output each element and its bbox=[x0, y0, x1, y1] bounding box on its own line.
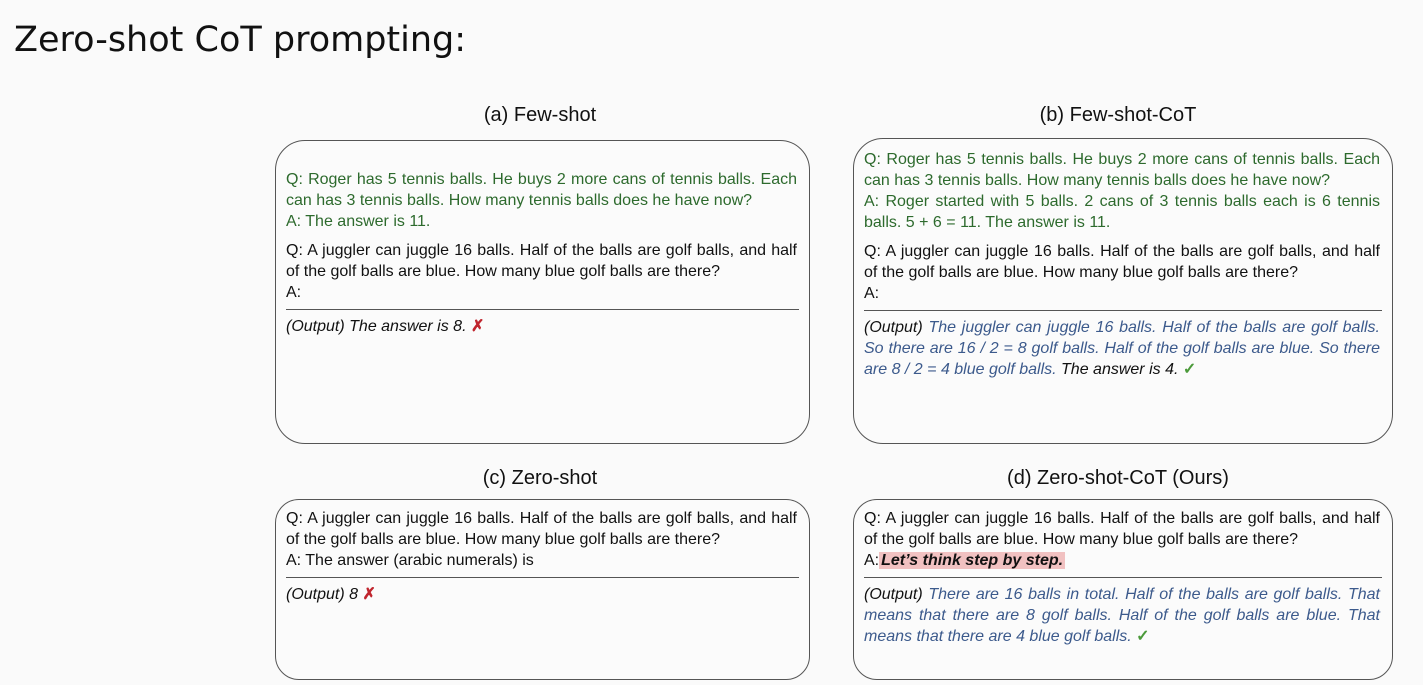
panel-c-answer-prompt: A: The answer (arabic numerals) is bbox=[286, 552, 534, 569]
panel-b-output bbox=[864, 317, 1380, 380]
panel-c-box bbox=[275, 499, 810, 680]
panel-c-output bbox=[286, 584, 797, 605]
panel-d-divider bbox=[864, 577, 1382, 578]
panel-b-title: (b) Few-shot-CoT bbox=[1039, 104, 1197, 126]
panel-b-output-reasoning: The juggler can juggle 16 balls. Half of the balls are golf balls. So there are 16 / 2 = 8 golf balls. Half of the golf balls are blue. So there are 8 / 2 = 4 blue golf balls. bbox=[864, 319, 1381, 378]
panel-a-title: (a) Few-shot bbox=[483, 104, 597, 126]
panel-b-output-answer: The answer is 4. bbox=[1061, 361, 1179, 378]
panel-d-question: Q: A juggler can juggle 16 balls. Half of the balls are golf balls, and half of the golf balls are blue. How many blue golf balls are there? bbox=[864, 510, 1380, 548]
panel-b-example-question: Q: Roger has 5 tennis balls. He buys 2 more cans of tennis balls. Each can has 3 tennis balls. How many tennis balls does he have now? bbox=[864, 151, 1380, 189]
panel-d-title: (d) Zero-shot-CoT (Ours) bbox=[1007, 467, 1229, 489]
panel-a-example-question: Q: Roger has 5 tennis balls. He buys 2 more cans of tennis balls. Each can has 3 tennis balls. How many tennis balls does he have now? bbox=[286, 171, 797, 209]
panel-a-output bbox=[286, 316, 797, 337]
panel-d-output-reasoning: There are 16 balls in total. Half of the balls are golf balls. That means that there are 8 golf balls. Half of the golf balls are blue. That means that there are 4 blue golf balls. bbox=[864, 586, 1380, 645]
panel-b-example-answer: A: Roger started with 5 balls. 2 cans of 3 tennis balls each is 6 tennis balls. 5 + 6 = 11. The answer is 11. bbox=[864, 193, 1380, 231]
panel-a-divider bbox=[286, 309, 799, 310]
panel-a-question: Q: A juggler can juggle 16 balls. Half of the balls are golf balls, and half of the golf balls are blue. How many blue golf balls are there? bbox=[286, 242, 797, 280]
panel-b-divider bbox=[864, 310, 1382, 311]
cross-mark-icon: ✗ bbox=[470, 318, 485, 335]
check-mark-icon: ✓ bbox=[1136, 628, 1150, 645]
panel-d-answer-prefix: A: bbox=[864, 552, 880, 569]
panel-b-answer-prompt: A: bbox=[864, 285, 880, 302]
panel-d-answer-prompt bbox=[864, 550, 1380, 571]
slide-title: Zero-shot CoT prompting: bbox=[14, 20, 467, 60]
cross-mark-icon: ✗ bbox=[362, 586, 376, 603]
panel-d-trigger-highlight: Let’s think step by step. bbox=[881, 552, 1064, 569]
panel-d-box bbox=[853, 499, 1393, 680]
panel-b-question: Q: A juggler can juggle 16 balls. Half of the balls are golf balls, and half of the golf balls are blue. How many blue golf balls are there? bbox=[864, 243, 1380, 281]
panel-b-box bbox=[853, 138, 1393, 444]
panel-c-output-text: 8 bbox=[349, 586, 359, 603]
panel-a-example-answer: A: The answer is 11. bbox=[286, 213, 431, 230]
panel-c-title: (c) Zero-shot bbox=[482, 467, 598, 489]
panel-b-output-label: (Output) bbox=[864, 319, 923, 336]
panel-a-answer-prompt: A: bbox=[286, 284, 302, 301]
panel-a-output-text: The answer is 8. bbox=[349, 318, 467, 335]
panel-c-output-label: (Output) bbox=[286, 586, 345, 603]
panel-d-output-label: (Output) bbox=[864, 586, 923, 603]
check-mark-icon: ✓ bbox=[1182, 361, 1197, 378]
panel-d-output bbox=[864, 584, 1380, 647]
panel-a-box bbox=[275, 140, 810, 444]
panel-a-output-label: (Output) bbox=[286, 318, 345, 335]
panel-c-question: Q: A juggler can juggle 16 balls. Half of the balls are golf balls, and half of the golf balls are blue. How many blue golf balls are there? bbox=[286, 510, 797, 548]
panel-c-divider bbox=[286, 577, 799, 578]
